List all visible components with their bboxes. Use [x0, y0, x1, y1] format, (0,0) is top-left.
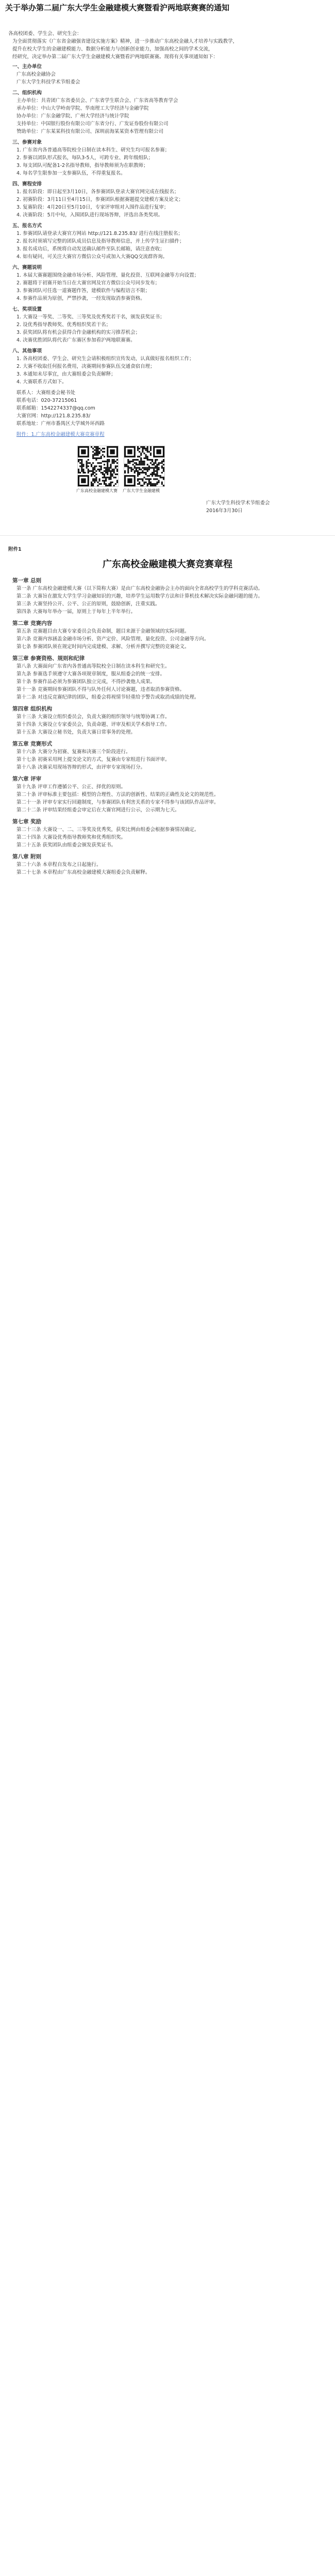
- section-line: 1. 大赛设一等奖、二等奖、三等奖及优秀奖若干名，颁发获奖证书；: [16, 314, 165, 320]
- section-heading: 二、组织机构: [12, 90, 42, 96]
- notice-title: 关于举办第二届广东大学生金融建模大赛暨看沪两地联赛赛的通知: [5, 3, 230, 12]
- section-line: 1. 参赛团队请登录大赛官方网站 http://121.8.235.83/ 进行在线注册报名；: [16, 231, 183, 236]
- qr-caption: 广东高校金融建模大赛: [76, 488, 118, 493]
- contact-line: 联系电话：020-37215061: [16, 398, 77, 403]
- charter-line: 第二十二条 评审结果经组委会审定后在大赛官网进行公示，公示期为七天。: [16, 807, 180, 813]
- charter-line: 第二十一条 评审专家实行回避制度，与参赛团队有利害关系的专家不得参与该团队作品评审。: [16, 800, 219, 805]
- section-line: 赞助单位：广东某某科技有限公司、深圳前海某某资本管理有限公司: [16, 129, 164, 134]
- section-line: 广东大学生科技学术节组委会: [16, 79, 80, 85]
- intro-line: 提升在校大学生的金融建模能力、数据分析能力与创新创业能力，加强高校之间的学术交流，: [12, 46, 213, 52]
- section-line: 1. 各高校团委、学生会、研究生会请积极组织宣传发动，认真做好报名组织工作；: [16, 356, 194, 362]
- charter-line: 第三条 大赛坚持公开、公平、公正的原则，鼓励创新，注重实践。: [16, 601, 160, 607]
- qr-code-image: [77, 446, 119, 487]
- charter-line: 第二十七条 本章程由广东高校金融建模大赛组委会负责解释。: [16, 870, 150, 875]
- charter-line: 第十条 参赛作品必须为参赛团队独立完成，不得抄袭他人成果。: [16, 679, 156, 685]
- section-line: 1. 报名阶段：即日起至3月10日，各参赛团队登录大赛官网完成在线报名；: [16, 189, 179, 195]
- section-line: 广东高校金融协会: [16, 72, 56, 77]
- charter-line: 第十一条 竞赛期间参赛团队不得与队外任何人讨论赛题，违者取消参赛资格。: [16, 687, 185, 692]
- section-line: 1. 本届大赛赛题围绕金融市场分析、风险管理、量化投资、互联网金融等方向设置；: [16, 273, 199, 278]
- charter-line: 第十六条 大赛分为初赛、复赛和决赛三个阶段进行。: [16, 749, 131, 755]
- charter-line: 第十五条 大赛设立秘书处，负责大赛日常事务的处理。: [16, 730, 136, 735]
- charter-line: 第二条 大赛旨在激发大学生学习金融知识的兴趣，培养学生运用数学方法和计算机技术解决实际金融问题的能力。: [16, 594, 263, 599]
- charter-line: 第四条 大赛每年举办一届，原则上于每年上半年举行。: [16, 609, 136, 615]
- section-heading: 八、其他事项: [12, 348, 42, 354]
- section-line: 1. 广东省内各普通高等院校全日制在读本科生、研究生均可报名参赛；: [16, 147, 170, 153]
- section-line: 4. 如有疑问，可关注大赛官方微信公众号或加入大赛QQ交流群咨询。: [16, 254, 168, 260]
- section-heading: 四、赛程安排: [12, 181, 42, 187]
- chapter-heading: 第四章 组织机构: [12, 706, 53, 712]
- section-line: 2. 设优秀指导教师奖、优秀组织奖若干名；: [16, 322, 111, 328]
- section-line: 协办单位：广东金融学院、广州大学经济与统计学院: [16, 113, 129, 119]
- section-line: 4. 决赛阶段：5月中旬，入围团队进行现场答辩，评选出各类奖项。: [16, 212, 163, 218]
- charter-line: 第十二条 对违反竞赛纪律的团队，组委会将视情节轻重给予警告或取消成绩的处理。: [16, 694, 199, 700]
- qr-caption: 广东大学生金融建模: [123, 488, 160, 493]
- section-line: 4. 每名学生限参加一支参赛队伍，不得重复报名。: [16, 171, 126, 176]
- charter-line: 第九条 参赛选手须遵守大赛各项规章制度，服从组委会的统一安排。: [16, 671, 165, 677]
- qr-code-image: [124, 446, 165, 487]
- charter-line: 第二十三条 大赛设一、二、三等奖及优秀奖，获奖比例由组委会根据参赛情况确定。: [16, 827, 199, 833]
- section-line: 2. 赛题将于初赛开始当日在大赛官网及官方微信公众号同步发布；: [16, 280, 160, 286]
- section-line: 承办单位：中山大学岭南学院、华南理工大学经济与金融学院: [16, 106, 149, 111]
- section-line: 支持单位：中国银行股份有限公司广东省分行、广发证券股份有限公司: [16, 121, 169, 127]
- section-heading: 一、主办单位: [12, 64, 42, 70]
- section-line: 2. 初赛阶段：3月11日至4月15日，参赛团队根据赛题提交建模方案及论文；: [16, 197, 183, 202]
- section-heading: 三、参赛对象: [12, 140, 42, 145]
- section-line: 3. 获奖团队将有机会获得合作金融机构的实习推荐机会；: [16, 330, 141, 335]
- chapter-heading: 第三章 参赛资格、规则和纪律: [12, 655, 85, 662]
- contact-line: 联系地址：广州市番禺区大学城外环西路: [16, 421, 105, 427]
- charter-line: 第七条 参赛团队须在规定时间内完成建模、求解、分析并撰写完整的竞赛论文。: [16, 644, 190, 650]
- salutation: 各高校团委、学生会、研究生会：: [8, 31, 82, 37]
- intro-line: 经研究，决定举办第二届广东大学生金融建模大赛暨看沪两地联赛赛。现将有关事项通知如下：: [12, 54, 219, 60]
- section-line: 2. 报名时须填写完整的团队成员信息及指导教师信息，并上传学生证扫描件；: [16, 239, 185, 244]
- contact-line: 联系邮箱：1542274337@qq.com: [16, 405, 95, 411]
- section-line: 3. 复赛阶段：4月20日至5月10日，专家评审组对入围作品进行复审；: [16, 205, 169, 210]
- charter-title: 广东高校金融建模大赛竞赛章程: [103, 559, 232, 570]
- charter-line: 第一条 广东高校金融建模大赛（以下简称大赛）是由广东高校金融协会主办的面向全省高校学生的学科竞赛活动。: [16, 586, 263, 591]
- intro-line: 为全面贯彻落实《广东省金融强省建设实施方案》精神，进一步推动广东高校金融人才培养与实践教学，: [12, 39, 238, 44]
- section-divider: [0, 535, 335, 536]
- charter-line: 第五条 竞赛题目由大赛专家委员会负责命制，题目来源于金融领域的实际问题。: [16, 629, 190, 634]
- charter-line: 第六条 竞赛内容涵盖金融市场分析、资产定价、风险管理、量化投资、公司金融等方向。: [16, 636, 209, 642]
- section-line: 3. 每支团队可配备1-2名指导教师，指导教师须为在职教师；: [16, 163, 148, 168]
- section-heading: 五、报名方式: [12, 223, 42, 229]
- contact-line: 联系人：大赛组委会秘书处: [16, 390, 76, 396]
- section-line: 4. 参赛作品须为原创，严禁抄袭，一经发现取消参赛资格。: [16, 296, 145, 301]
- section-heading: 六、赛题说明: [12, 265, 42, 270]
- chapter-heading: 第八章 附则: [12, 854, 42, 860]
- section-line: 2. 大赛不收取任何报名费用，决赛期间参赛队伍交通食宿自理；: [16, 364, 155, 369]
- charter-line: 第二十四条 大赛设优秀指导教师奖和优秀组织奖。: [16, 835, 126, 840]
- chapter-heading: 第五章 竞赛形式: [12, 741, 53, 747]
- section-line: 3. 报名成功后，系统将自动发送确认邮件至队长邮箱，请注意查收；: [16, 246, 165, 252]
- charter-line: 第二十条 评审标准主要包括：模型的合理性、方法的创新性、结果的正确性及论文的规范性。: [16, 792, 219, 798]
- signature-line: 广东大学生科技学术节组委会: [206, 500, 270, 506]
- charter-line: 第十九条 评审工作遵循公平、公正、择优的原则。: [16, 784, 126, 790]
- attachment-link[interactable]: 附件：1.广东高校金融建模大赛竞赛章程: [16, 432, 105, 437]
- section-line: 4. 决赛优胜团队将代表广东赛区参加看沪两地联赛赛。: [16, 337, 136, 343]
- charter-line: 第二十五条 获奖团队由组委会颁发获奖证书。: [16, 842, 116, 848]
- chapter-heading: 第二章 竞赛内容: [12, 620, 53, 626]
- chapter-heading: 第七章 奖励: [12, 819, 42, 825]
- charter-line: 第十八条 决赛采用现场答辩的形式，由评审专家现场打分。: [16, 765, 146, 770]
- section-heading: 七、奖项设置: [12, 307, 42, 312]
- charter-line: 第十四条 大赛设立专家委员会，负责命题、评审及相关学术指导工作。: [16, 722, 170, 727]
- signature-line: 2016年3月30日: [206, 508, 243, 514]
- charter-line: 第十七条 初赛采用网上提交论文的方式，复赛由专家组进行书面评审。: [16, 757, 170, 762]
- charter-line: 第十三条 大赛设立组织委员会，负责大赛的组织领导与统筹协调工作。: [16, 714, 170, 720]
- section-line: 2. 参赛以团队形式报名，每队3-5人，可跨专业、跨年级组队；: [16, 155, 154, 161]
- attachment-label: 附件1: [8, 547, 22, 552]
- charter-line: 第二十六条 本章程自发布之日起施行。: [16, 862, 102, 868]
- section-line: 3. 本通知未尽事宜，由大赛组委会负责解释；: [16, 371, 116, 377]
- section-line: 主办单位：共青团广东省委员会、广东省学生联合会、广东省高等教育学会: [16, 98, 178, 104]
- contact-line: 大赛官网：http://121.8.235.83/: [16, 413, 91, 419]
- chapter-heading: 第一章 总则: [12, 578, 42, 584]
- section-line: 4. 大赛联系方式如下。: [16, 379, 67, 385]
- section-line: 3. 参赛团队可任选一道赛题作答，建模软件与编程语言不限；: [16, 288, 150, 294]
- charter-line: 第八条 大赛面向广东省内各普通高等院校全日制在读本科生和研究生。: [16, 664, 170, 669]
- chapter-heading: 第六章 评审: [12, 776, 42, 782]
